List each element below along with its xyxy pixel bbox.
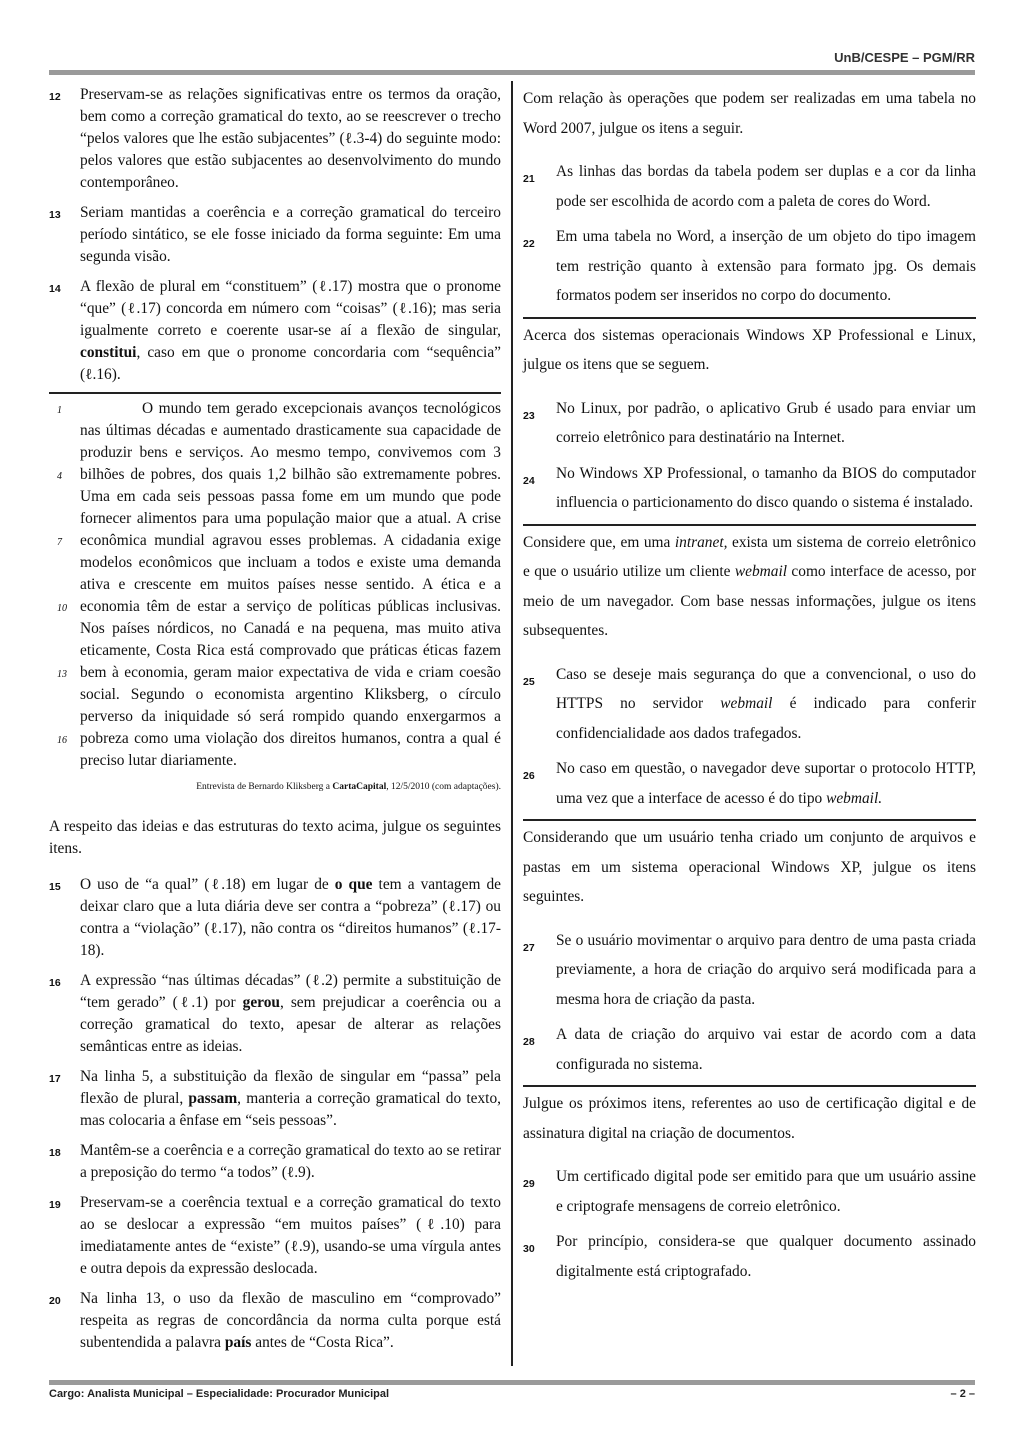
page-number: – 2 – — [950, 1388, 975, 1400]
bottom-rule — [49, 1380, 975, 1385]
question-20: 20 Na linha 13, o uso da flexão de masculino em “comprovado” respeita as regras de concordância da norma culta porque está subentendida a palavra país antes de “Costa Rica”. — [49, 1290, 501, 1351]
question-30: 30 Por princípio, considera-se que qualquer documento assinado digitalmente está criptografado. — [523, 1233, 976, 1280]
question-13 — [49, 202, 501, 268]
question-text: Preservam-se as relações significativas entre os termos da oração, bem como a correção gramatical do texto, ao se reescrever o trecho “pelos valores que lhe estão subjacentes” (ℓ.3-4) do seguinte modo: pelos valores que estão subjacentes ao desenvolvimento do mundo contemporâneo. — [80, 86, 501, 191]
question-text: A flexão de plural em “constituem” (ℓ.17) mostra que o pronome “que” (ℓ.17) concorda em número com “coisas” (ℓ.16); mas seria igualmente correto e coerente usar-se aí a flexão de singular, — [80, 278, 501, 339]
question-16: 16 A expressão “nas últimas décadas” (ℓ.2) permite a substituição de “tem gerado” (ℓ.1) por gerou, sem prejudicar a coerência ou a correção gramatical do texto, apesar de alterar as relações semânticas entre as ideias. — [49, 972, 502, 1055]
question-text: , caso em que o pronome concordaria com “sequência” (ℓ.16). — [80, 344, 501, 383]
question-24: 24 No Windows XP Professional, o tamanho da BIOS do computador influencia o particionamento do disco quando o sistema é instalado. — [523, 464, 976, 511]
question-number: 21 — [523, 173, 535, 185]
section-rule — [523, 1085, 976, 1087]
question-number: 30 — [523, 1243, 535, 1255]
question-12 — [49, 84, 501, 194]
line-number: 1 — [57, 405, 62, 416]
question-number: 18 — [49, 1147, 61, 1159]
question-number: 12 — [49, 91, 61, 103]
question-text: Mantêm-se a coerência e a correção gramatical do texto ao se retirar a preposição do termo “a todos” (ℓ.9). — [80, 1142, 501, 1181]
line-number: 13 — [57, 669, 67, 680]
question-19 — [49, 1192, 501, 1280]
section-rule — [523, 524, 976, 526]
question-22: 22 Em uma tabela no Word, a inserção de um objeto do tipo imagem tem restrição quanto à extensão para formato jpg. Os demais formatos podem ser inseridos no corpo do documento. — [523, 228, 976, 304]
left-column — [49, 84, 501, 1362]
question-23: 23 No Linux, por padrão, o aplicativo Grub é usado para enviar um correio eletrônico para destinatário na Internet. — [523, 399, 976, 446]
question-text: Preservam-se a coerência textual e a correção gramatical do texto ao se deslocar a expressão “em muitos países” (ℓ.10) para imediatamente antes de “existe” (ℓ.9), usando-se uma vírgula antes e outra depois da expressão deslocada. — [80, 1194, 501, 1277]
section-intro: Com relação às operações que podem ser realizadas em uma tabela no Word 2007, julgue os itens a seguir. — [523, 90, 976, 137]
question-number: 27 — [523, 941, 535, 954]
question-number: 22 — [523, 238, 535, 250]
question-14 — [49, 276, 501, 386]
question-number: 26 — [523, 770, 535, 782]
section-intro: Considere que, em uma intranet, exista um sistema de correio eletrônico e que o usuário utilize um cliente webmail como interface de acesso, por meio de um navegador. Com base nessas informações, julgue os itens subsequentes. — [523, 533, 977, 639]
question-text-bold: constitui — [80, 344, 137, 361]
section-rule — [49, 392, 501, 394]
question-number: 24 — [523, 474, 535, 487]
question-number: 25 — [523, 675, 535, 688]
section-rule — [523, 819, 976, 821]
line-number: 16 — [57, 735, 67, 746]
header-title: UnB/CESPE – PGM/RR — [834, 50, 975, 65]
line-number: 7 — [57, 537, 62, 548]
section-intro: A respeito das ideias e das estruturas do texto acima, julgue os seguintes itens. — [49, 818, 501, 857]
right-column — [523, 84, 976, 1292]
section-intro: Julgue os próximos itens, referentes ao uso de certificação digital e de assinatura digital na criação de documentos. — [523, 1095, 976, 1142]
line-number: 10 — [57, 603, 67, 614]
question-18 — [49, 1140, 501, 1184]
question-27: 27 Se o usuário movimentar o arquivo para dentro de uma pasta criada previamente, a hora de criação do arquivo será modificada para a mesma hora de criação da pasta. — [523, 931, 976, 1008]
question-number: 23 — [523, 409, 535, 422]
passage-text: O mundo tem gerado excepcionais avanços tecnológicos nas últimas décadas e aumentado drasticamente sua capacidade de produzir bens e serviços. Ao mesmo tempo, convivemos com 3 bilhões de pobres, dos quais 1,2 bilhão são extremamente pobres. Uma em cada seis pessoas passa fome em um mundo que pode fornecer alimentos para uma população maior que a atual. A crise econômica mundial agravou esses problemas. A cidadania exige modelos econômicos que incluam a todos e existe uma demanda ativa e crescente em muitos países nesse sentido. A ética e a economia têm de estar a serviço de políticas públicas inclusivas. Nos países nórdicos, no Canadá e na pequena, mas muito ativa eticamente, Costa Rica está comprovado que práticas éticas fazem bem à economia, geram maior expectativa de vida e criam coesão social. Segundo o economista argentino Kliksberg, o círculo perverso da iniquidade só será rompido quando enxergarmos a pobreza como uma violação dos direitos humanos, contra a qual é preciso lutar diariamente. — [80, 400, 501, 769]
question-17: 17 Na linha 5, a substituição da flexão de singular em “passa” pela flexão de plural, passam, manteria a correção gramatical do texto, mas colocaria a ênfase em “seis pessoas”. — [49, 1068, 501, 1129]
question-text: Seriam mantidas a coerência e a correção gramatical do terceiro período sintático, se ele fosse iniciado da forma seguinte: Em uma segunda visão. — [80, 204, 501, 265]
question-number: 29 — [523, 1178, 535, 1190]
question-25: 25 Caso se deseje mais segurança do que a convencional, o uso do HTTPS no servidor webmail é indicado para conferir confidencialidade aos dados trafegados. — [523, 665, 977, 742]
question-21: 21 As linhas das bordas da tabela podem ser duplas e a cor da linha pode ser escolhida de acordo com a paleta de cores do Word. — [523, 163, 976, 210]
section-intro: Acerca dos sistemas operacionais Windows XP Professional e Linux, julgue os itens que se seguem. — [523, 326, 976, 373]
column-divider — [511, 81, 513, 1366]
question-29: 29 Um certificado digital pode ser emitido para que um usuário assine e criptografe mensagens de correio eletrônico. — [523, 1168, 976, 1215]
question-number: 14 — [49, 283, 61, 295]
section-rule — [523, 317, 976, 319]
line-number: 4 — [57, 471, 62, 482]
question-number: 16 — [49, 977, 61, 989]
reading-passage — [49, 398, 501, 772]
question-number: 15 — [49, 881, 61, 893]
section-intro: Considerando que um usuário tenha criado um conjunto de arquivos e pastas em um sistema operacional Windows XP, julgue os itens seguintes. — [523, 829, 976, 905]
question-number: 20 — [49, 1295, 61, 1307]
question-15: 15 O uso de “a qual” (ℓ.18) em lugar de o que tem a vantagem de deixar claro que a luta diária deve ser contra a “pobreza” (ℓ.17) ou contra a “violação” (ℓ.17), não contra os “direitos humanos” (ℓ.17-18). — [49, 876, 501, 959]
question-number: 19 — [49, 1199, 61, 1211]
footer-cargo: Cargo: Analista Municipal – Especialidade: Procurador Municipal — [49, 1388, 390, 1400]
top-rule — [49, 70, 975, 75]
question-number: 28 — [523, 1036, 535, 1048]
question-28: 28 A data de criação do arquivo vai estar de acordo com a data configurada no sistema. — [523, 1026, 976, 1073]
question-number: 17 — [49, 1073, 61, 1085]
question-number: 13 — [49, 209, 61, 221]
question-26: 26 No caso em questão, o navegador deve suportar o protocolo HTTP, uma vez que a interface de acesso é do tipo webmail. — [523, 760, 976, 807]
passage-source: Entrevista de Bernardo Kliksberg a CartaCapital, 12/5/2010 (com adaptações). — [196, 782, 501, 792]
